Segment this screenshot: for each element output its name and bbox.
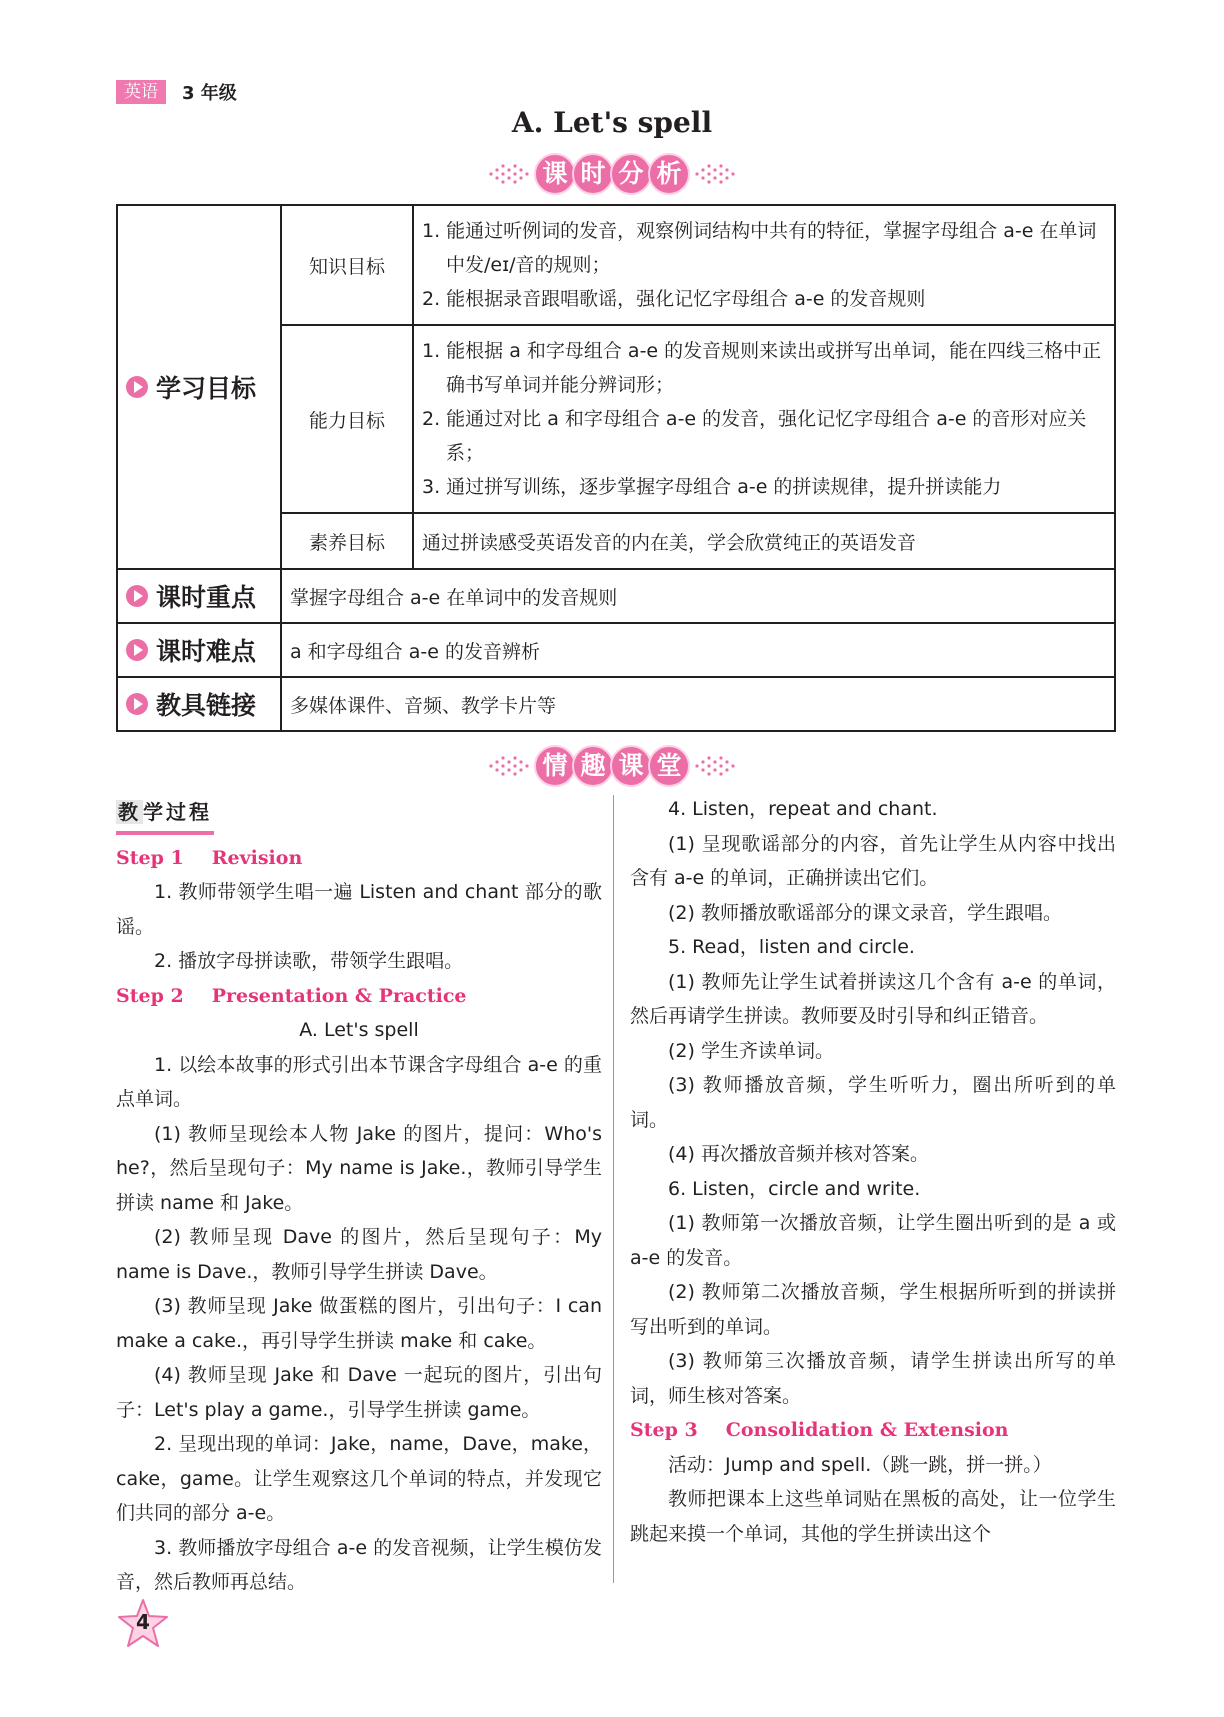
paragraph: 1. 教师带领学生唱一遍 Listen and chant 部分的歌谣。: [116, 881, 602, 938]
play-bullet-icon: [126, 693, 148, 715]
step-3-title: Consolidation & Extension: [725, 1419, 1009, 1441]
knowledge-item: 2. 能根据录音跟唱歌谣，强化记忆字母组合 a-e 的发音规则: [422, 288, 926, 310]
ability-item: 1. 能根据 a 和字母组合 a-e 的发音规则来读出或拼写出单词，能在四线三格中正确书写单词并能分辨词形；: [422, 340, 1102, 396]
paragraph: (4) 再次播放音频并核对答案。: [668, 1143, 929, 1165]
goals-heading: 学习目标: [156, 374, 257, 403]
section-subtitle: A. Let's spell: [299, 1019, 419, 1041]
page-number-badge: [116, 1597, 170, 1651]
tools-heading: 教具链接: [156, 691, 257, 720]
quality-content: 通过拼读感受英语发音的内在美，学会欣赏纯正的英语发音: [413, 513, 1115, 569]
paragraph: (3) 教师第三次播放音频，请学生拼读出所写的单词，师生核对答案。: [630, 1350, 1116, 1407]
banner-char: 堂: [648, 745, 690, 787]
knowledge-content: [413, 205, 1115, 325]
step-3-label: Step 3: [630, 1419, 698, 1441]
step-3-heading: [630, 1413, 1116, 1448]
paragraph: (3) 教师播放音频，学生听听力，圈出所听到的单词。: [630, 1074, 1116, 1131]
left-column: [116, 795, 602, 1600]
paragraph: (2) 教师播放歌谣部分的课文录音，学生跟唱。: [668, 901, 1062, 924]
paragraph: (4) 教师呈现 Jake 和 Dave 一起玩的图片，引出句子：Let's play a game.，引导学生拼读 game。: [116, 1364, 602, 1421]
paragraph: 2. 呈现出现的单词：Jake，name，Dave，make，cake，game。让学生观察这几个单词的特点，并发现它们共同的部分 a-e。: [116, 1433, 602, 1524]
paragraph: 2. 播放字母拼读歌，带领学生跟唱。: [154, 950, 464, 972]
banner-title: [536, 745, 688, 787]
ability-item: 2. 能通过对比 a 和字母组合 a-e 的发音，强化记忆字母组合 a-e 的音形对应关系；: [422, 408, 1087, 464]
paragraph: (1) 教师第一次播放音频，让学生圈出听到的是 a 或 a-e 的发音。: [630, 1212, 1116, 1269]
objectives-table: [116, 204, 1116, 732]
ability-item: 3. 通过拼写训练，逐步掌握字母组合 a-e 的拼读规律，提升拼读能力: [422, 476, 1002, 498]
page-number: 4: [136, 1610, 150, 1634]
banner-char: 析: [648, 153, 690, 195]
paragraph: (2) 教师呈现 Dave 的图片，然后呈现句子：My name is Dave.，教师引导学生拼读 Dave。: [116, 1226, 602, 1283]
ability-content: [413, 325, 1115, 513]
dots-decoration-icon: [488, 160, 530, 188]
step-2-heading: [116, 979, 602, 1014]
banner-fun-class: [0, 742, 1224, 790]
difficulty-content: a 和字母组合 a-e 的发音辨析: [281, 623, 1115, 677]
step-1-heading: [116, 841, 602, 876]
paragraph: 活动：Jump and spell.（跳一跳，拼一拼。）: [668, 1453, 1052, 1476]
step-2-label: Step 2: [116, 984, 184, 1007]
knowledge-item: 1. 能通过听例词的发音，观察例词结构中共有的特征，掌握字母组合 a-e 在单词中发/eɪ/音的规则；: [422, 220, 1097, 276]
dots-decoration-icon: [694, 160, 736, 188]
paragraph: 教师把课本上这些单词贴在黑板的高处，让一位学生跳起来摸一个单词，其他的学生拼读出这个: [630, 1488, 1116, 1545]
key-point-heading: 课时重点: [156, 583, 257, 612]
banner-char: 趣: [572, 745, 614, 787]
paragraph: (1) 呈现歌谣部分的内容，首先让学生从内容中找出含有 a-e 的单词，正确拼读出它们。: [630, 832, 1116, 889]
paragraph: 4. Listen，repeat and chant.: [668, 798, 938, 820]
banner-char: 课: [610, 745, 652, 787]
key-point-heading-cell: [117, 569, 281, 623]
paragraph: (3) 教师呈现 Jake 做蛋糕的图片，引出句子：I can make a cake.，再引导学生拼读 make 和 cake。: [116, 1295, 602, 1352]
difficulty-heading-cell: [117, 623, 281, 677]
process-heading-rest: 学过程: [143, 800, 212, 824]
banner-title: [536, 153, 688, 195]
banner-char: 情: [534, 745, 576, 787]
banner-lesson-analysis: [0, 150, 1224, 198]
paragraph: (2) 学生齐读单词。: [668, 1039, 834, 1062]
tools-heading-cell: [117, 677, 281, 731]
play-bullet-icon: [126, 376, 148, 398]
play-bullet-icon: [126, 585, 148, 607]
dots-decoration-icon: [488, 752, 530, 780]
key-point-content: 掌握字母组合 a-e 在单词中的发音规则: [281, 569, 1115, 623]
quality-label: 素养目标: [281, 513, 413, 569]
column-divider: [613, 795, 614, 1583]
difficulty-heading: 课时难点: [156, 637, 257, 666]
knowledge-label: 知识目标: [281, 205, 413, 325]
play-bullet-icon: [126, 639, 148, 661]
paragraph: (2) 教师第二次播放音频，学生根据所听到的拼读拼写出听到的单词。: [630, 1281, 1116, 1338]
step-1-label: Step 1: [116, 846, 184, 869]
paragraph: 1. 以绘本故事的形式引出本节课含字母组合 a-e 的重点单词。: [116, 1053, 602, 1110]
goals-heading-cell: [117, 205, 281, 569]
paragraph: 3. 教师播放字母组合 a-e 的发音视频，让学生模仿发音，然后教师再总结。: [116, 1536, 602, 1593]
page-header: [116, 78, 237, 106]
banner-char: 课: [534, 153, 576, 195]
step-2-title: Presentation & Practice: [211, 984, 467, 1007]
process-heading: [116, 795, 214, 835]
process-heading-first: 教: [118, 800, 141, 824]
step-1-title: Revision: [211, 846, 303, 869]
subject-tag: 英语: [116, 80, 166, 104]
lesson-title: A. Let's spell: [511, 106, 713, 139]
paragraph: 5. Read，listen and circle.: [668, 936, 915, 958]
ability-label: 能力目标: [281, 325, 413, 513]
right-column: [630, 792, 1116, 1551]
paragraph: 6. Listen，circle and write.: [668, 1177, 921, 1200]
tools-content: 多媒体课件、音频、教学卡片等: [281, 677, 1115, 731]
banner-char: 分: [610, 153, 652, 195]
dots-decoration-icon: [694, 752, 736, 780]
banner-char: 时: [572, 153, 614, 195]
grade-label: 3 年级: [182, 83, 237, 104]
paragraph: (1) 教师先让学生试着拼读这几个含有 a-e 的单词，然后再请学生拼读。教师要及时引导和纠正错音。: [630, 970, 1116, 1027]
paragraph: (1) 教师呈现绘本人物 Jake 的图片，提问：Who's he?，然后呈现句子：My name is Jake.，教师引导学生拼读 name 和 Jake。: [116, 1122, 602, 1214]
